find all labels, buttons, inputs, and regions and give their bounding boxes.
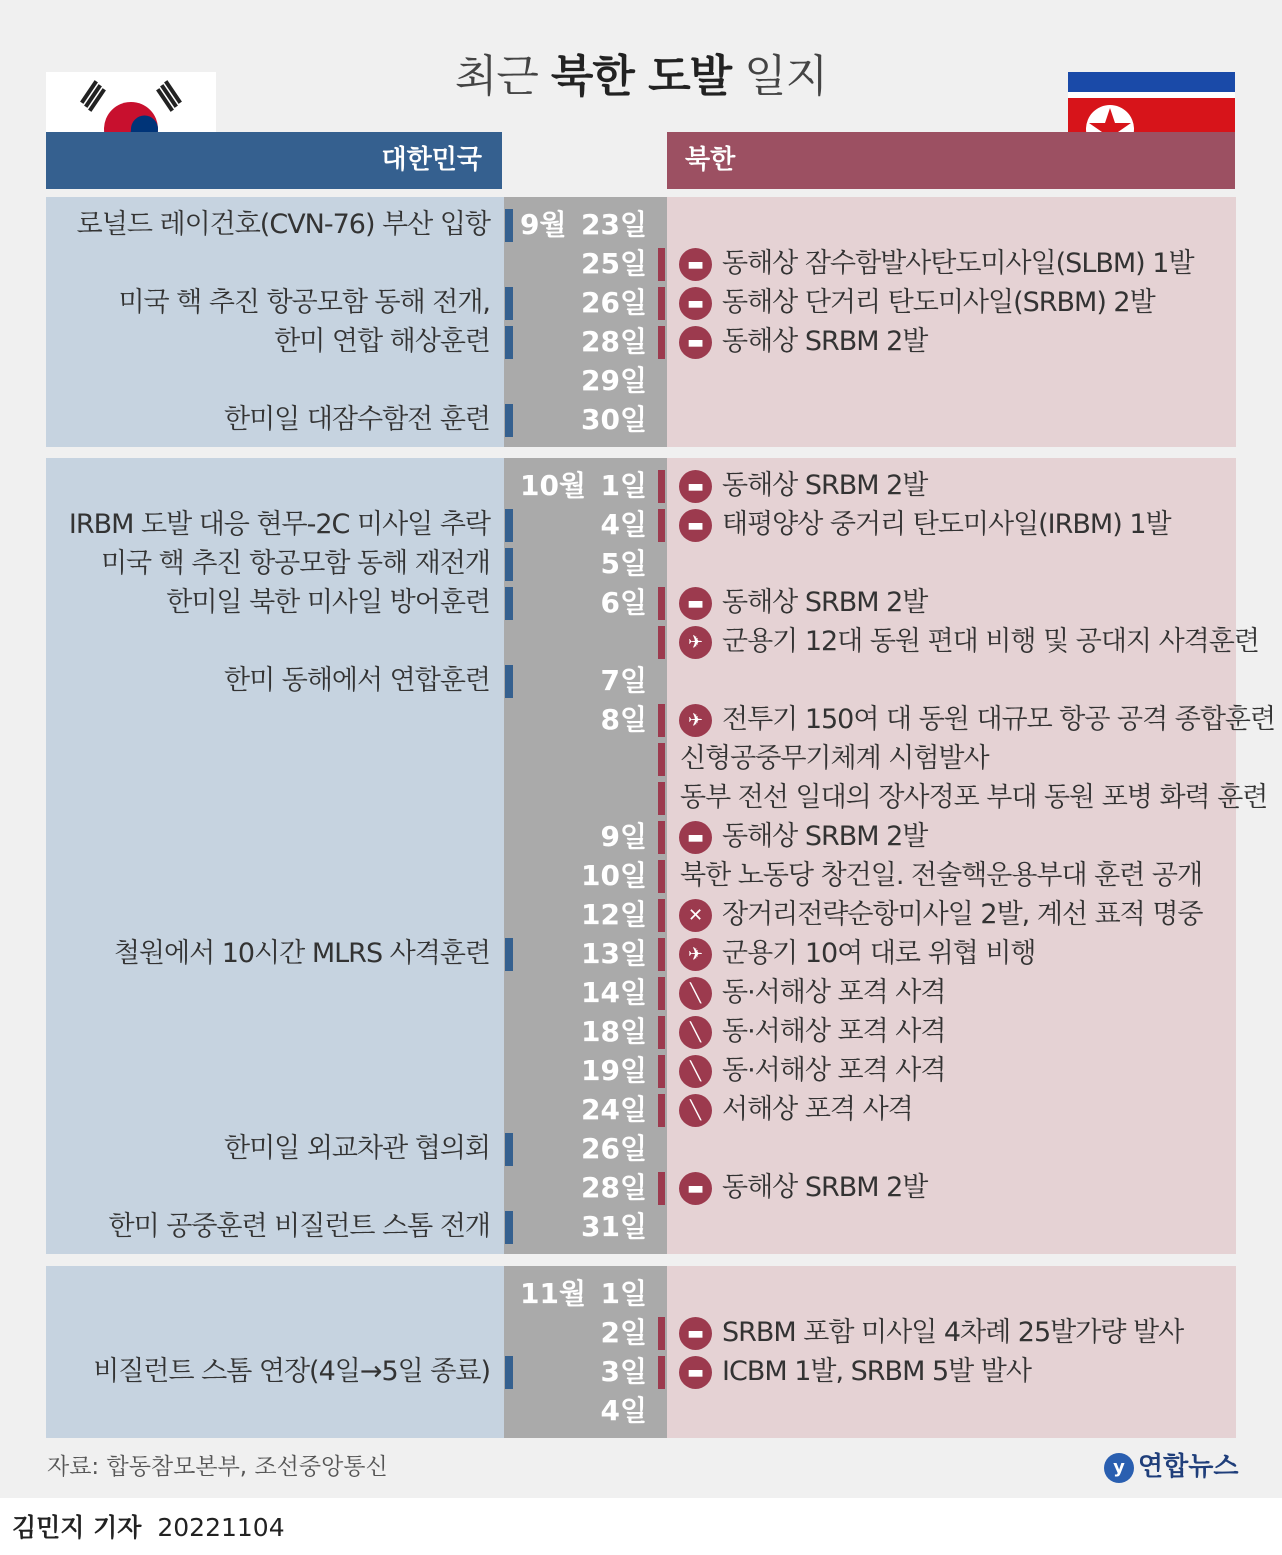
south-korea-event: 한미 공중훈련 비질런트 스톰 전개 bbox=[108, 1211, 490, 1242]
timeline-row bbox=[46, 544, 1236, 583]
artillery-icon bbox=[679, 1094, 712, 1127]
timeline-row bbox=[46, 322, 1236, 361]
date-label: 28일 bbox=[580, 325, 647, 358]
timeline-row bbox=[46, 583, 1236, 622]
date-label: 9일 bbox=[600, 820, 647, 853]
month-section bbox=[46, 1266, 1236, 1438]
timeline-row bbox=[46, 895, 1236, 934]
missile-icon bbox=[679, 1172, 712, 1205]
south-korea-event: 한미 연합 해상훈련 bbox=[274, 326, 490, 357]
south-korea-event: 한미일 북한 미사일 방어훈련 bbox=[166, 587, 490, 618]
missile-icon bbox=[679, 821, 712, 854]
north-korea-event: 북한 노동당 창건일. 전술핵운용부대 훈련 공개 bbox=[680, 860, 1203, 891]
north-korea-event: 동부 전선 일대의 장사정포 부대 동원 포병 화력 훈련 bbox=[680, 782, 1268, 813]
north-korea-marker bbox=[658, 626, 665, 659]
missile-icon-glyph: ▬ bbox=[686, 332, 704, 353]
south-korea-event: IRBM 도발 대응 현무-2C 미사일 추락 bbox=[68, 509, 490, 540]
date-label: 8일 bbox=[600, 703, 647, 736]
north-korea-marker bbox=[658, 899, 665, 932]
jet-icon-glyph: ✈ bbox=[687, 632, 704, 653]
north-korea-event: 동해상 SRBM 2발 bbox=[722, 1172, 928, 1203]
month-label: 9월 bbox=[520, 208, 567, 241]
date-label: 30일 bbox=[580, 403, 647, 436]
north-korea-event: 군용기 10여 대로 위협 비행 bbox=[722, 938, 1036, 969]
timeline-row bbox=[46, 283, 1236, 322]
missile-icon-glyph: ▬ bbox=[686, 593, 704, 614]
date-label: 5일 bbox=[600, 547, 647, 580]
north-korea-marker bbox=[658, 587, 665, 620]
date-label: 3일 bbox=[600, 1355, 647, 1388]
missile-icon-glyph: ▬ bbox=[686, 1362, 704, 1383]
jet-icon bbox=[679, 704, 712, 737]
cruise-icon bbox=[679, 899, 712, 932]
north-korea-event: 동해상 SRBM 2발 bbox=[722, 470, 928, 501]
north-korea-marker bbox=[658, 1317, 665, 1350]
date-label: 18일 bbox=[580, 1015, 647, 1048]
jet-icon bbox=[679, 626, 712, 659]
timeline-row bbox=[46, 1168, 1236, 1207]
missile-icon-glyph: ▬ bbox=[686, 827, 704, 848]
date-label: 14일 bbox=[580, 976, 647, 1009]
south-korea-marker bbox=[505, 548, 513, 581]
timeline-row bbox=[46, 505, 1236, 544]
source-note: 자료: 합동참모본부, 조선중앙통신 bbox=[47, 1454, 388, 1480]
north-korea-marker bbox=[658, 860, 665, 893]
timeline-row bbox=[46, 244, 1236, 283]
missile-icon-glyph: ▬ bbox=[686, 254, 704, 275]
north-korea-marker bbox=[658, 743, 665, 776]
date-label: 10일 bbox=[580, 859, 647, 892]
cruise-icon-glyph: ✕ bbox=[687, 905, 704, 926]
timeline-row bbox=[46, 1313, 1236, 1352]
south-korea-marker bbox=[505, 404, 513, 437]
date-label: 28일 bbox=[580, 1171, 647, 1204]
date-label: 24일 bbox=[580, 1093, 647, 1126]
south-korea-event: 비질런트 스톰 연장(4일→5일 종료) bbox=[93, 1356, 490, 1387]
north-korea-marker bbox=[658, 326, 665, 359]
north-korea-marker bbox=[658, 470, 665, 503]
missile-icon bbox=[679, 1356, 712, 1389]
jet-icon-glyph: ✈ bbox=[687, 944, 704, 965]
header-south-korea: 대한민국 bbox=[46, 132, 502, 189]
south-korea-marker bbox=[505, 1211, 513, 1244]
north-korea-marker bbox=[658, 287, 665, 320]
missile-icon bbox=[679, 470, 712, 503]
north-korea-event: 서해상 포격 사격 bbox=[722, 1094, 913, 1125]
timeline-row bbox=[46, 973, 1236, 1012]
north-korea-marker bbox=[658, 977, 665, 1010]
timeline-row bbox=[46, 205, 1236, 244]
missile-icon-glyph: ▬ bbox=[686, 1323, 704, 1344]
date-label: 26일 bbox=[580, 286, 647, 319]
north-korea-event: 동해상 SRBM 2발 bbox=[722, 326, 928, 357]
missile-icon-glyph: ▬ bbox=[686, 476, 704, 497]
date-label: 4일 bbox=[600, 508, 647, 541]
south-korea-event: 한미일 외교차관 협의회 bbox=[224, 1133, 490, 1164]
north-korea-event: SRBM 포함 미사일 4차례 25발가량 발사 bbox=[722, 1317, 1184, 1348]
artillery-icon-glyph: ╲ bbox=[690, 1061, 701, 1082]
timeline-row bbox=[46, 1207, 1236, 1246]
artillery-icon-glyph: ╲ bbox=[690, 1100, 701, 1121]
north-korea-event: 동·서해상 포격 사격 bbox=[722, 977, 946, 1008]
north-korea-event: 동·서해상 포격 사격 bbox=[722, 1055, 946, 1086]
date-label: 23일 bbox=[580, 208, 647, 241]
missile-icon-glyph: ▬ bbox=[686, 515, 704, 536]
date-label: 13일 bbox=[580, 937, 647, 970]
north-korea-marker bbox=[658, 1016, 665, 1049]
timeline-row bbox=[46, 1391, 1236, 1430]
missile-icon-glyph: ▬ bbox=[686, 293, 704, 314]
timeline-row bbox=[46, 817, 1236, 856]
timeline-row bbox=[46, 1051, 1236, 1090]
artillery-icon bbox=[679, 977, 712, 1010]
south-korea-marker bbox=[505, 326, 513, 359]
north-korea-marker bbox=[658, 1055, 665, 1088]
north-korea-event: 태평양상 중거리 탄도미사일(IRBM) 1발 bbox=[722, 509, 1171, 540]
north-korea-event: ICBM 1발, SRBM 5발 발사 bbox=[722, 1356, 1031, 1387]
title-pre: 최근 bbox=[454, 51, 538, 102]
north-korea-marker bbox=[658, 248, 665, 281]
north-korea-marker bbox=[658, 509, 665, 542]
timeline-row bbox=[46, 466, 1236, 505]
missile-icon bbox=[679, 287, 712, 320]
north-korea-marker bbox=[658, 821, 665, 854]
timeline-row bbox=[46, 856, 1236, 895]
timeline-row bbox=[46, 1129, 1236, 1168]
north-korea-event: 동해상 단거리 탄도미사일(SRBM) 2발 bbox=[722, 287, 1155, 318]
jet-icon-glyph: ✈ bbox=[687, 710, 704, 731]
title-bold: 북한 도발 bbox=[550, 51, 732, 102]
north-korea-event: 신형공중무기체계 시험발사 bbox=[680, 743, 989, 774]
south-korea-marker bbox=[505, 509, 513, 542]
south-korea-marker bbox=[505, 938, 513, 971]
header-north-korea: 북한 bbox=[667, 132, 1235, 189]
date-label: 7일 bbox=[600, 664, 647, 697]
timeline-row bbox=[46, 400, 1236, 439]
date-label: 19일 bbox=[580, 1054, 647, 1087]
date-label: 25일 bbox=[580, 247, 647, 280]
north-korea-marker bbox=[658, 938, 665, 971]
timeline-row bbox=[46, 661, 1236, 700]
missile-icon bbox=[679, 326, 712, 359]
month-label: 11월 bbox=[520, 1277, 587, 1310]
title-post: 일지 bbox=[744, 51, 828, 102]
timeline-row bbox=[46, 739, 1236, 778]
byline bbox=[12, 1508, 285, 1544]
timeline-row bbox=[46, 1352, 1236, 1391]
date-label: 12일 bbox=[580, 898, 647, 931]
timeline-row bbox=[46, 1012, 1236, 1051]
south-korea-marker bbox=[505, 1133, 513, 1166]
south-korea-event: 미국 핵 추진 항공모함 동해 재전개 bbox=[100, 548, 490, 579]
footer bbox=[0, 1498, 1282, 1555]
north-korea-event: 동해상 SRBM 2발 bbox=[722, 821, 928, 852]
south-korea-event: 로널드 레이건호(CVN-76) 부산 입항 bbox=[76, 209, 490, 240]
south-korea-marker bbox=[505, 665, 513, 698]
south-korea-marker bbox=[505, 287, 513, 320]
timeline-row bbox=[46, 622, 1259, 661]
byline-date: 20221104 bbox=[157, 1513, 285, 1542]
month-label: 10월 bbox=[520, 469, 587, 502]
timeline-row bbox=[46, 1090, 1236, 1129]
timeline-row bbox=[46, 934, 1236, 973]
south-korea-event: 미국 핵 추진 항공모함 동해 전개, bbox=[118, 287, 490, 318]
month-section bbox=[46, 197, 1236, 447]
byline-name: 김민지 기자 bbox=[12, 1513, 142, 1542]
north-korea-marker bbox=[658, 1172, 665, 1205]
artillery-icon-glyph: ╲ bbox=[690, 983, 701, 1004]
missile-icon-glyph: ▬ bbox=[686, 1178, 704, 1199]
artillery-icon bbox=[679, 1016, 712, 1049]
logo-text: 연합뉴스 bbox=[1138, 1452, 1239, 1482]
yonhap-logo bbox=[1104, 1446, 1238, 1483]
timeline-row bbox=[46, 1274, 1236, 1313]
artillery-icon-glyph: ╲ bbox=[690, 1022, 701, 1043]
north-korea-event: 동해상 잠수함발사탄도미사일(SLBM) 1발 bbox=[722, 248, 1194, 279]
north-korea-event: 장거리전략순항미사일 2발, 계선 표적 명중 bbox=[722, 899, 1203, 930]
north-korea-marker bbox=[658, 1356, 665, 1389]
month-section bbox=[46, 458, 1276, 1254]
south-korea-marker bbox=[505, 587, 513, 620]
north-korea-marker bbox=[658, 704, 665, 737]
jet-icon bbox=[679, 938, 712, 971]
date-label: 29일 bbox=[580, 364, 647, 397]
south-korea-event: 철원에서 10시간 MLRS 사격훈련 bbox=[113, 938, 490, 969]
yonhap-logo-icon: y bbox=[1104, 1453, 1134, 1483]
timeline-row bbox=[46, 778, 1268, 817]
date-label: 2일 bbox=[600, 1316, 647, 1349]
south-korea-marker bbox=[505, 1356, 513, 1389]
date-label: 31일 bbox=[580, 1210, 647, 1243]
missile-icon bbox=[679, 509, 712, 542]
north-korea-event: 군용기 12대 동원 편대 비행 및 공대지 사격훈련 bbox=[722, 626, 1259, 657]
north-korea-marker bbox=[658, 1094, 665, 1127]
missile-icon bbox=[679, 587, 712, 620]
missile-icon bbox=[679, 1317, 712, 1350]
south-korea-event: 한미 동해에서 연합훈련 bbox=[224, 665, 490, 696]
date-label: 26일 bbox=[580, 1132, 647, 1165]
timeline-row bbox=[46, 700, 1276, 739]
north-korea-marker bbox=[658, 782, 665, 815]
date-label: 6일 bbox=[600, 586, 647, 619]
missile-icon bbox=[679, 248, 712, 281]
artillery-icon bbox=[679, 1055, 712, 1088]
date-label: 4일 bbox=[600, 1394, 647, 1427]
date-label: 1일 bbox=[600, 1277, 647, 1310]
south-korea-marker bbox=[505, 209, 513, 242]
date-label: 1일 bbox=[600, 469, 647, 502]
north-korea-event: 동·서해상 포격 사격 bbox=[722, 1016, 946, 1047]
timeline-row bbox=[46, 361, 1236, 400]
south-korea-event: 한미일 대잠수함전 훈련 bbox=[224, 404, 490, 435]
north-korea-event: 전투기 150여 대 동원 대규모 항공 공격 종합훈련 bbox=[722, 704, 1276, 735]
north-korea-event: 동해상 SRBM 2발 bbox=[722, 587, 928, 618]
